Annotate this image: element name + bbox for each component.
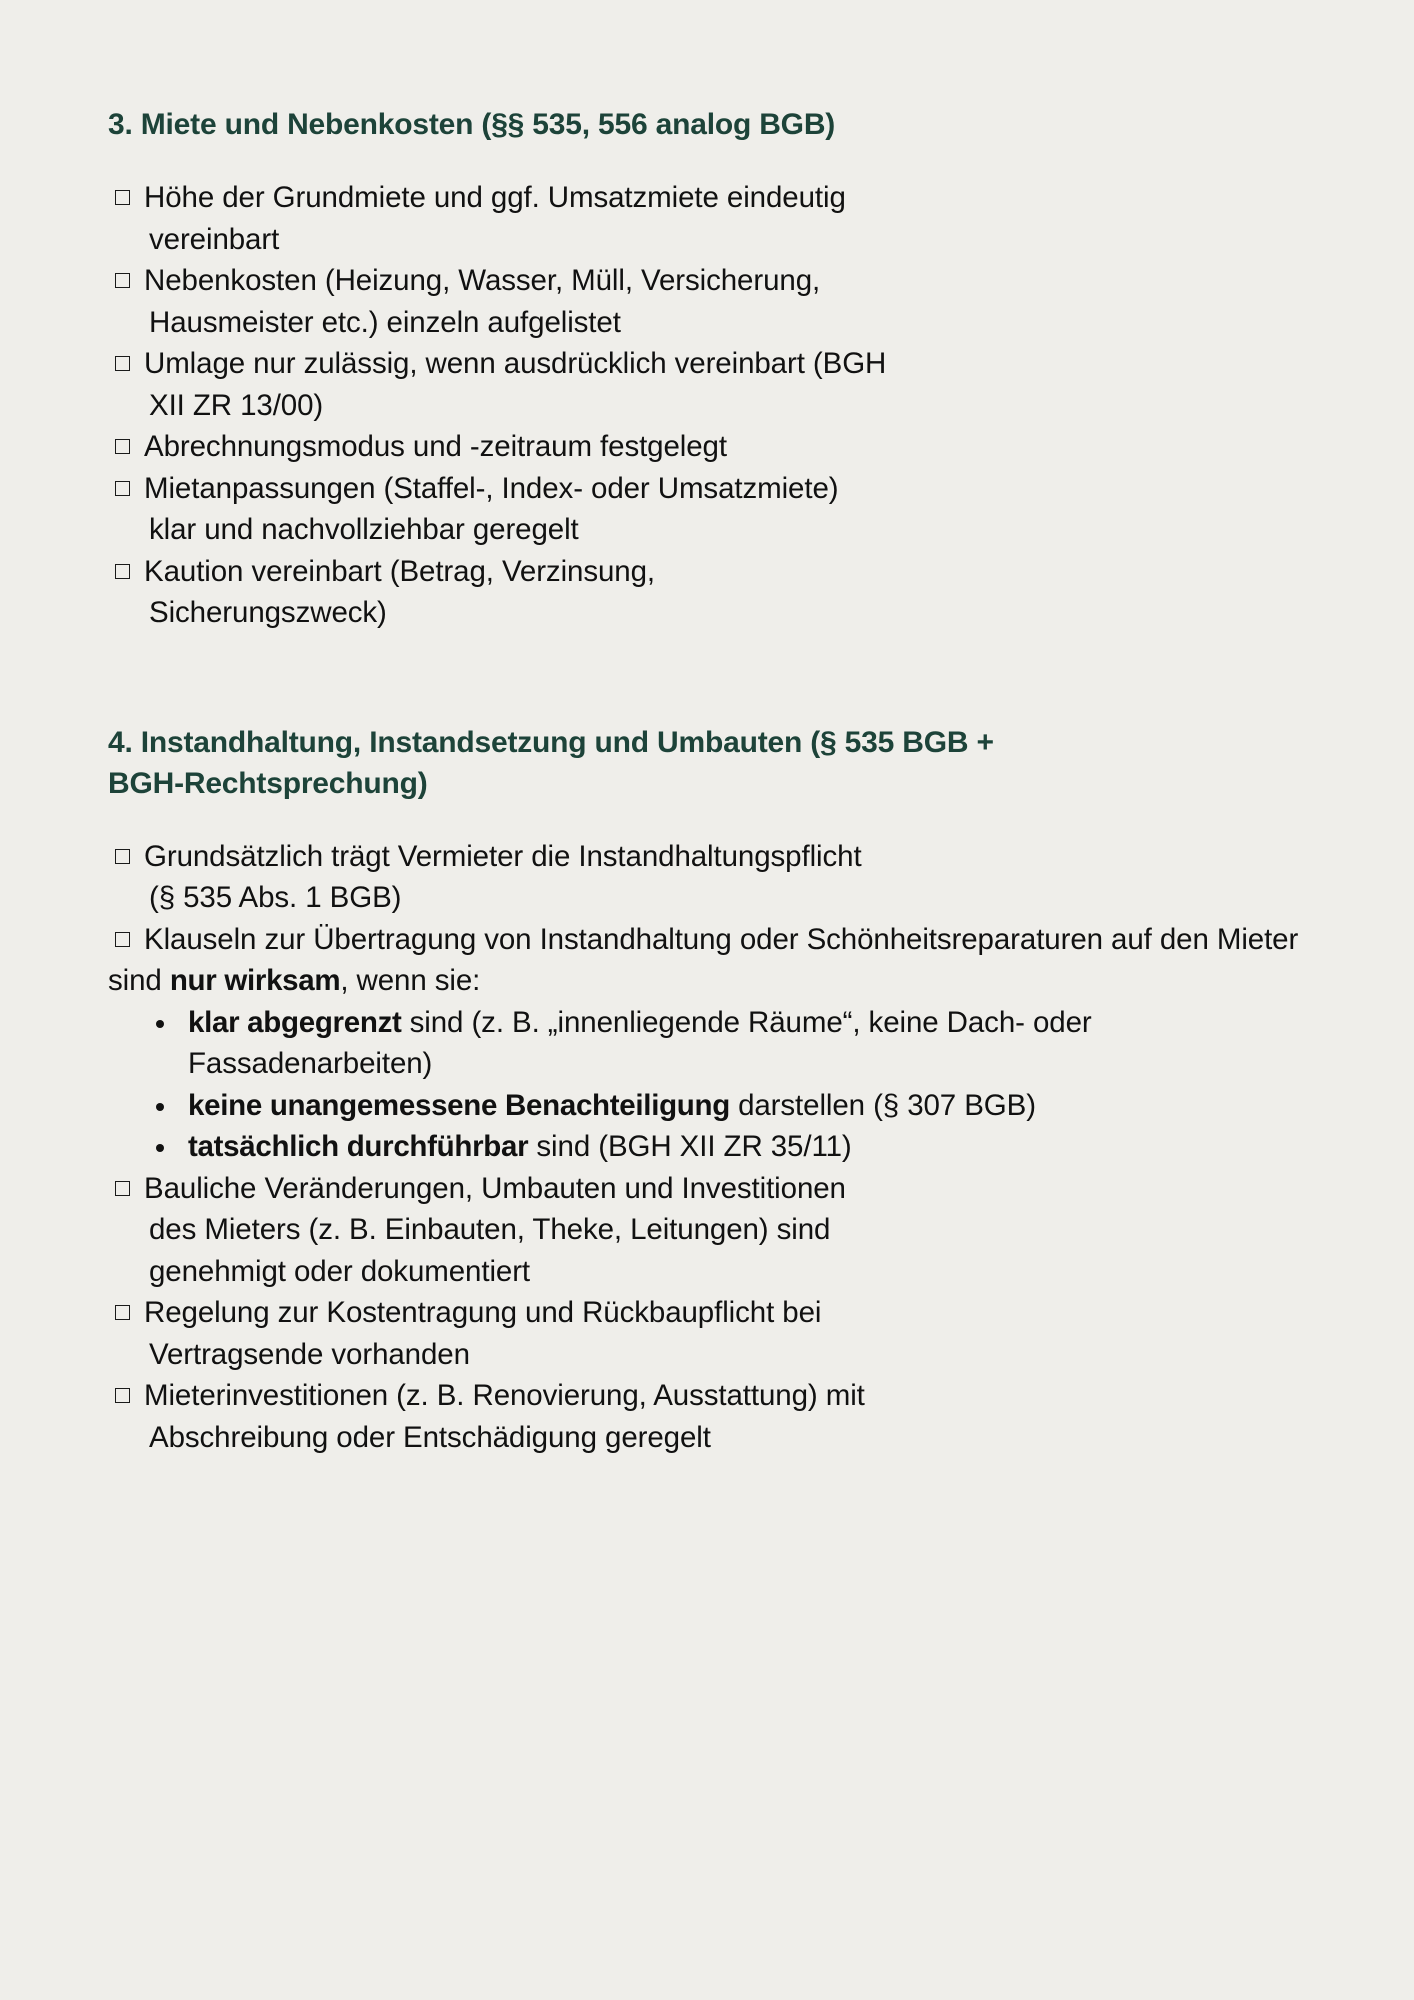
intro-bold: nur wirksam [169,964,341,997]
checklist-item-line-wrap: Hausmeister etc.) einzeln aufgelistet [149,305,621,339]
checklist-item-line-wrap: XII ZR 13/00) [149,388,324,422]
intro-prefix: Klauseln zur Übertragung von Instandhaltung oder Schönheitsreparaturen auf den Mieter sind [108,922,1299,997]
checkbox-icon[interactable] [115,356,130,371]
bullet-dot-icon [156,1103,164,1111]
checklist-item[interactable] [108,836,1309,919]
section-4-heading: 4. Instandhaltung, Instandsetzung und Umbauten (§ 535 BGB + BGH-Rechtsprechung) [108,725,994,800]
checklist-item-line: Mietanpassungen (Staffel-, Index- oder Umsatzmiete) [144,471,839,505]
checklist-item-line-wrap: genehmigt oder dokumentiert [149,1254,531,1288]
checklist-item-line: Regelung zur Kostentragung und Rückbaupflicht bei [144,1296,822,1329]
checklist-item-line: Kaution vereinbart (Betrag, Verzinsung, [144,554,656,588]
checkbox-icon[interactable] [115,849,130,864]
checklist-item[interactable] [108,468,1309,551]
checklist-item-line: Umlage nur zulässig, wenn ausdrücklich vereinbart (BGH [144,347,887,380]
spacer [108,804,1309,836]
checklist-item-line: Nebenkosten (Heizung, Wasser, Müll, Versicherung, [144,264,821,297]
bullet-dot-icon [156,1144,164,1152]
checkbox-icon[interactable] [115,1305,130,1320]
section-3-checklist [108,177,1309,634]
checklist-item[interactable] [108,177,1309,260]
bullet-bold: keine unangemessene Benachteiligung [188,1088,730,1122]
checkbox-icon[interactable] [115,1388,130,1403]
section-3-heading: 3. Miete und Nebenkosten (§§ 535, 556 analog BGB) [108,108,836,141]
checklist-item-line: Bauliche Veränderungen, Umbauten und Investitionen [144,1171,846,1205]
bullet-dot-icon [156,1020,164,1028]
intro-suffix: , wenn sie: [340,964,481,997]
checkbox-icon[interactable] [115,1181,130,1196]
section-4-checklist-top [108,836,1309,1002]
checklist-item[interactable] [108,343,1309,426]
checklist-item-line: Mieterinvestitionen (z. B. Renovierung, Ausstattung) mit [144,1379,865,1412]
checklist-item[interactable] [108,1168,1309,1293]
checklist-item-line: Grundsätzlich trägt Vermieter die Instandhaltungspflicht [144,839,862,873]
spacer [108,145,1309,177]
bullet-rest: sind (BGH XII ZR 35/11) [528,1130,852,1163]
bullet-bold: klar abgegrenzt [188,1005,402,1039]
checklist-item-line-wrap: Abschreibung oder Entschädigung geregelt [149,1420,711,1454]
checklist-item-line-wrap: (§ 535 Abs. 1 BGB) [149,881,402,914]
checkbox-icon[interactable] [115,273,130,288]
checklist-item-line-wrap: klar und nachvollziehbar geregelt [149,513,579,546]
checkbox-icon[interactable] [115,439,130,454]
checkbox-icon[interactable] [115,564,130,579]
checklist-item[interactable] [108,1375,1309,1458]
checklist-item[interactable] [108,551,1309,634]
bullet-item[interactable] [108,1085,1309,1127]
checklist-item[interactable] [108,260,1309,343]
bullet-item[interactable] [108,1126,1309,1168]
bullet-item[interactable] [108,1002,1309,1085]
checkbox-icon[interactable] [115,481,130,496]
checklist-item-line-wrap: Vertragsende vorhanden [149,1337,470,1371]
bullet-rest: sind (z. B. „innenliegende Räume“, keine Dach- oder Fassadenarbeiten) [188,1005,1092,1080]
checklist-item-line-wrap: vereinbart [149,222,280,256]
checklist-item-line: Abrechnungsmodus und -zeitraum festgelegt [144,430,727,463]
spacer [108,634,1309,722]
bullet-rest: darstellen (§ 307 BGB) [729,1088,1036,1122]
checklist-item-line-wrap: des Mieters (z. B. Einbauten, Theke, Leitungen) sind [149,1213,831,1246]
checklist-item-line: Höhe der Grundmiete und ggf. Umsatzmiete eindeutig [144,181,846,214]
checklist-item[interactable] [108,426,1309,468]
checklist-item-intro[interactable] [108,919,1309,1002]
section-4-bullets [108,1002,1309,1168]
checklist-item[interactable] [108,1292,1309,1375]
checkbox-icon[interactable] [115,932,130,947]
bullet-bold: tatsächlich durchführbar [188,1130,529,1163]
checklist-item-line-wrap: Sicherungszweck) [149,596,387,629]
section-4-checklist-bottom [108,1168,1309,1459]
checkbox-icon[interactable] [115,190,130,205]
